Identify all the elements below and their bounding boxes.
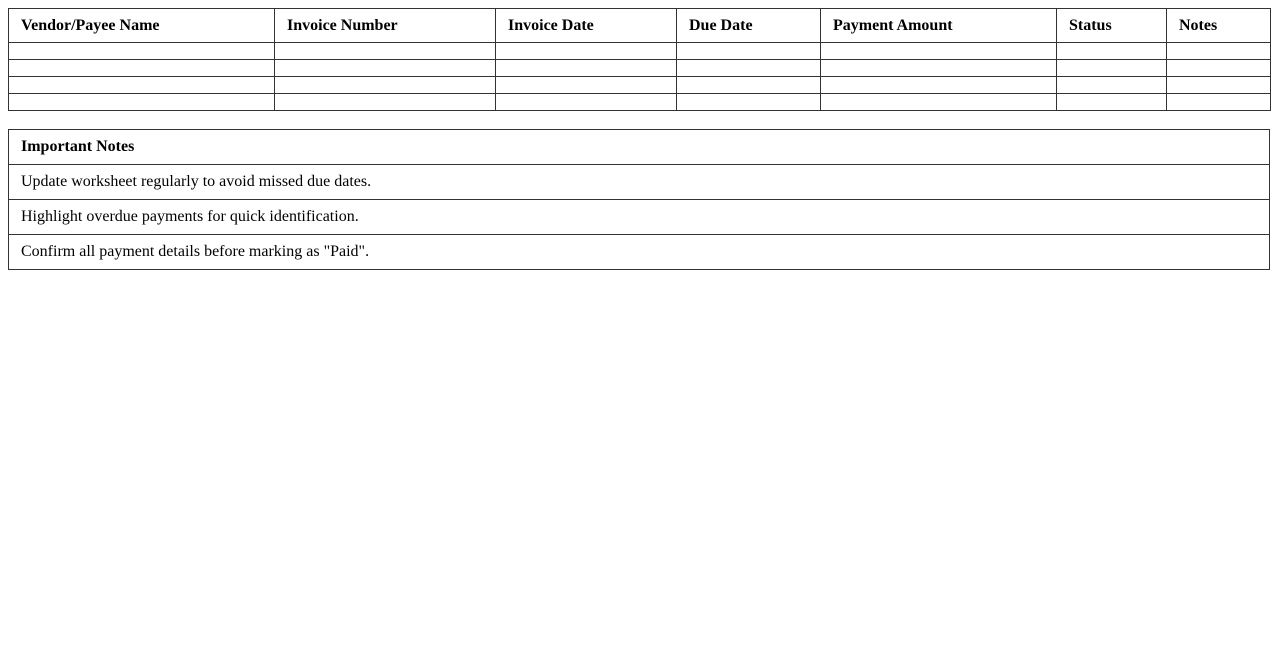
important-notes-heading: Important Notes	[9, 130, 1270, 165]
column-header-notes: Notes	[1167, 9, 1271, 43]
table-cell[interactable]	[821, 43, 1057, 60]
important-notes-heading-row	[9, 130, 1270, 165]
table-cell[interactable]	[275, 94, 496, 111]
table-cell[interactable]	[9, 43, 275, 60]
table-cell[interactable]	[1057, 43, 1167, 60]
column-header-status: Status	[1057, 9, 1167, 43]
table-cell[interactable]	[677, 60, 821, 77]
table-cell[interactable]	[1057, 77, 1167, 94]
table-cell[interactable]	[275, 43, 496, 60]
table-row	[9, 77, 1271, 94]
table-cell[interactable]	[677, 43, 821, 60]
note-text: Highlight overdue payments for quick identification.	[9, 200, 1270, 235]
table-cell[interactable]	[821, 94, 1057, 111]
table-cell[interactable]	[1167, 60, 1271, 77]
table-cell[interactable]	[1167, 77, 1271, 94]
table-cell[interactable]	[1057, 94, 1167, 111]
table-cell[interactable]	[821, 77, 1057, 94]
table-cell[interactable]	[9, 60, 275, 77]
table-cell[interactable]	[275, 60, 496, 77]
column-header-payment-amount: Payment Amount	[821, 9, 1057, 43]
column-header-due-date: Due Date	[677, 9, 821, 43]
table-row	[9, 43, 1271, 60]
column-header-invoice-date: Invoice Date	[496, 9, 677, 43]
document-page	[0, 0, 1278, 270]
table-cell[interactable]	[9, 94, 275, 111]
table-header-row	[9, 9, 1271, 43]
table-cell[interactable]	[1167, 43, 1271, 60]
table-cell[interactable]	[496, 94, 677, 111]
note-text: Update worksheet regularly to avoid missed due dates.	[9, 165, 1270, 200]
list-item	[9, 235, 1270, 270]
note-text: Confirm all payment details before marking as "Paid".	[9, 235, 1270, 270]
table-cell[interactable]	[275, 77, 496, 94]
table-cell[interactable]	[496, 60, 677, 77]
table-row	[9, 94, 1271, 111]
table-cell[interactable]	[677, 94, 821, 111]
column-header-vendor-payee-name: Vendor/Payee Name	[9, 9, 275, 43]
table-cell[interactable]	[1167, 94, 1271, 111]
table-cell[interactable]	[1057, 60, 1167, 77]
table-row	[9, 60, 1271, 77]
table-cell[interactable]	[821, 60, 1057, 77]
column-header-invoice-number: Invoice Number	[275, 9, 496, 43]
list-item	[9, 200, 1270, 235]
table-cell[interactable]	[677, 77, 821, 94]
table-cell[interactable]	[496, 77, 677, 94]
table-cell[interactable]	[9, 77, 275, 94]
important-notes-table	[8, 129, 1270, 270]
list-item	[9, 165, 1270, 200]
table-cell[interactable]	[496, 43, 677, 60]
payments-table	[8, 8, 1271, 111]
